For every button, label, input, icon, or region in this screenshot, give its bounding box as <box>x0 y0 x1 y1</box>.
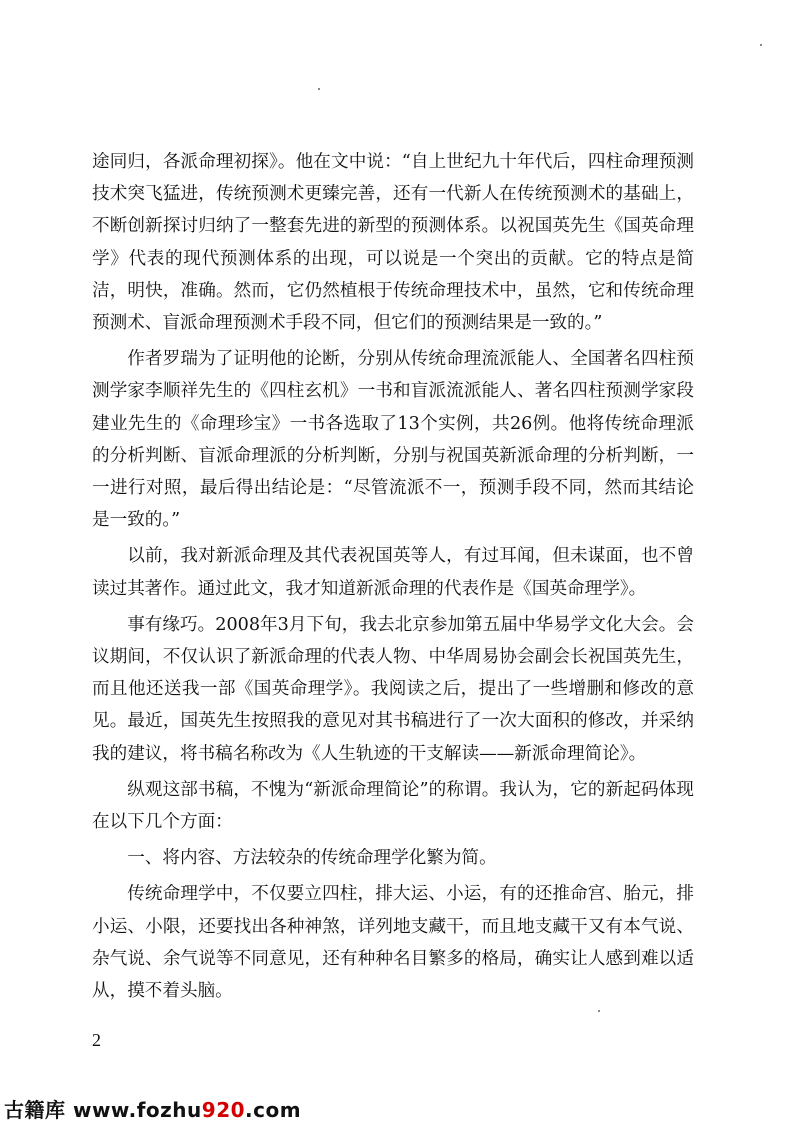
scan-speck <box>598 1010 600 1012</box>
scan-speck <box>318 88 320 90</box>
paragraph-1: 途同归，各派命理初探》。他在文中说：“自上世纪九十年代后，四柱命理预测技术突飞猛进，传统预测术更臻完善，还有一代新人在传统预测术的基础上，不断创新探讨归纳了一整套先进的新型的预测体系。以祝国英先生《国英命理学》代表的现代预测体系的出现，可以说是一个突出的贡献。它的特点是简洁，明快，准确。然而，它仍然植根于传统命理技术中，虽然，它和传统命理预测术、盲派命理预测术手段不同，但它们的预测结果是一致的。” <box>92 152 694 334</box>
scan-speck <box>760 44 762 46</box>
paragraph-2: 作者罗瑞为了证明他的论断，分别从传统命理流派能人、全国著名四柱预测学家李顺祥先生的《四柱玄机》一书和盲派流派能人、著名四柱预测学家段建业先生的《命理珍宝》一书各选取了13个实例，共26例。他将传统命理派的分析判断、盲派命理派的分析判断，分别与祝国英新派命理的分析判断，一一进行对照，最后得出结论是：“尽管流派不一，预测手段不同，然而其结论是一致的。” <box>92 349 694 531</box>
paragraph-6: 一、将内容、方法较杂的传统命理学化繁为简。 <box>127 848 497 869</box>
footer-watermark <box>4 1094 301 1123</box>
footer-site-number: 920 <box>201 1098 246 1122</box>
body-text <box>92 146 694 1007</box>
footer-site-name: 古籍库 www.fozhu <box>4 1098 202 1122</box>
paragraph-5: 纵观这部书稿，不愧为“新派命理简论”的称谓。我认为，它的新起码体现在以下几个方面： <box>92 779 694 833</box>
footer-site-tld: .com <box>245 1098 302 1122</box>
paragraph-3: 以前，我对新派命理及其代表祝国英等人，有过耳闻，但未谋面，也不曾读过其著作。通过此文，我才知道新派命理的代表作是《国英命理学》。 <box>92 546 694 599</box>
paragraph-7: 传统命理学中，不仅要立四柱，排大运、小运，有的还推命宫、胎元，排小运、小限，还要找出各种神煞，详列地支藏干，而且地支藏干又有本气说、杂气说、余气说等不同意见，还有种种名目繁多的格局，确实让人感到难以适从，摸不着头脑。 <box>92 884 694 1002</box>
page-number: 2 <box>92 1030 101 1050</box>
paragraph-4: 事有缘巧。2008年3月下旬，我去北京参加第五届中华易学文化大会。会议期间，不仅认识了新派命理的代表人物、中华周易协会副会长祝国英先生，而且他还送我一部《国英命理学》。我阅读之后，提出了一些增删和修改的意见。最近，国英先生按照我的意见对其书稿进行了一次大面积的修改，并采纳我的建议，将书稿名称改为《人生轨迹的干支解读——新派命理简论》。 <box>92 614 694 764</box>
